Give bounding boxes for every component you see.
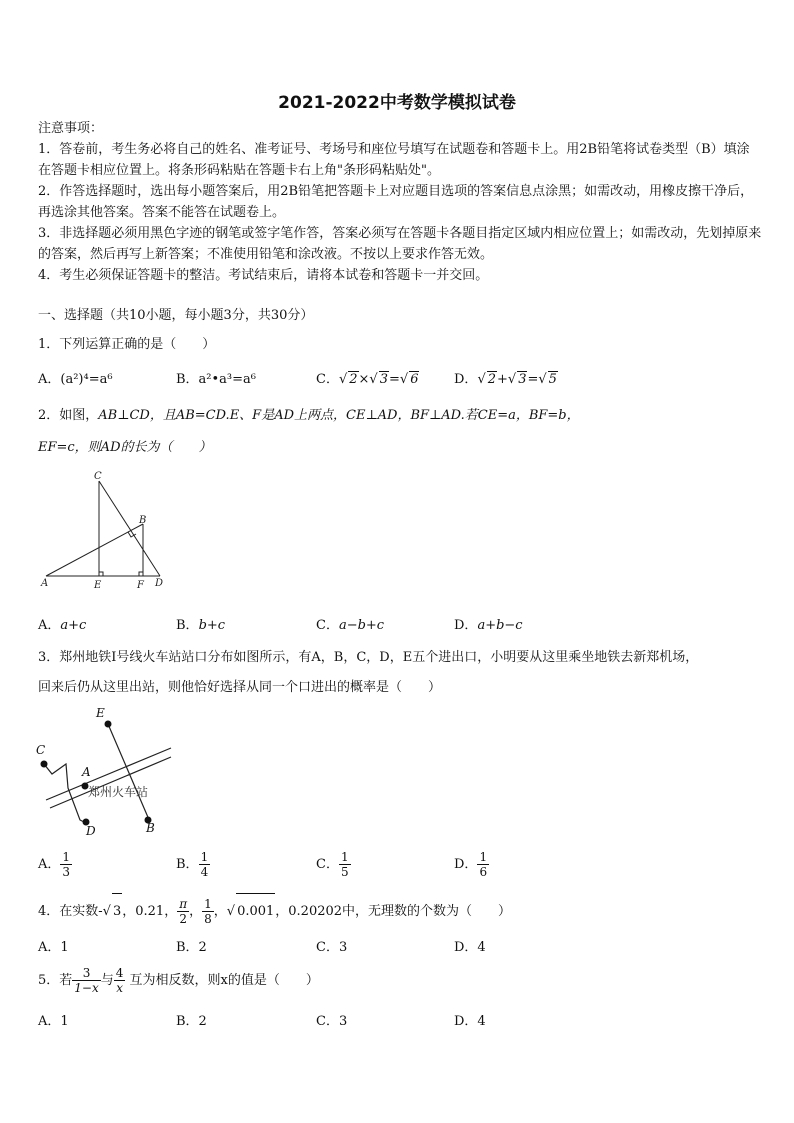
q3-options [38, 850, 762, 886]
notice-item-1: 1．答卷前，考生务必将自己的姓名、准考证号、考场号和座位号填写在试题卷和答题卡上。用2B铅笔将试卷类型（B）填涂在答题卡相应位置上。将条形码粘贴在答题卡右上角"条形码粘贴处"。 [38, 142, 750, 178]
q1-option-c [316, 368, 419, 387]
map-label-e: E [96, 706, 105, 720]
q4-option-c: C．3 [316, 940, 348, 955]
q4-sqrt3-radicand: 3 [112, 893, 122, 930]
q5-option-a: A．1 [38, 1014, 69, 1029]
q5-option-d: D．4 [454, 1014, 486, 1029]
q3-station-map [36, 704, 176, 839]
q3-option-c-frac [339, 850, 351, 879]
q4-options [38, 936, 762, 960]
q3-b-num: 1 [200, 850, 209, 864]
fig-right-angle-e [99, 572, 103, 576]
q3-a-num: 1 [62, 850, 71, 864]
page-title: 2021-2022中考数学模拟试卷 [278, 93, 516, 113]
map-label-d: D [86, 824, 96, 838]
q3-option-a-label: A． [38, 857, 61, 872]
q5-frac-2-num: 4 [115, 966, 124, 980]
q4-sqrt-0001-radicand: 0.001 [236, 893, 275, 930]
q2-option-d [454, 614, 523, 633]
q4-frac-eighth-num: 1 [204, 897, 212, 911]
q4-comma-2: ， [213, 904, 227, 919]
q1-option-b: B．a²•a³=a⁶ [176, 372, 256, 387]
q2-option-b-label: B． [176, 618, 199, 633]
q4-frac-eighth [202, 897, 214, 926]
fig-label-d: D [155, 578, 164, 589]
q2-options [38, 614, 762, 638]
q2-option-c-expr: a−b+c [338, 618, 385, 633]
q1-option-d [454, 368, 558, 387]
q3-option-d-label: D． [454, 857, 478, 872]
q4-frac-pi-num: π [179, 897, 188, 911]
q5-frac-1 [72, 966, 100, 995]
q5-pre: 5．若 [38, 973, 73, 988]
fig-label-f: F [137, 580, 144, 591]
q2-option-b [176, 614, 225, 633]
q3-stem-line2: 回来后仍从这里出站，则他恰好选择从同一个口进出的概率是（ ） [38, 680, 442, 695]
q2-option-c-label: C． [316, 618, 339, 633]
q5-post: 互为相反数，则x的值是（ ） [129, 973, 319, 988]
q4-sqrt3: √ 3 [103, 904, 123, 919]
notice-item-2: 2．作答选择题时，选出每小题答案后，用2B铅笔把答题卡上对应题目选项的答案信息点涂黑；如需改动，用橡皮擦干净后，再选涂其他答案。答案不能答在试题卷上。 [38, 184, 754, 220]
map-label-c: C [36, 743, 46, 757]
q2-option-b-expr: b+c [198, 618, 226, 633]
q4-stem [38, 893, 762, 930]
q2-option-c [316, 614, 384, 633]
q4-option-a: A．1 [38, 940, 69, 955]
q5-frac-1-den: 1−x [74, 981, 99, 995]
q2-option-d-label: D． [454, 618, 478, 633]
q4-option-b: B．2 [176, 940, 207, 955]
q4-option-d: D．4 [454, 940, 486, 955]
q3-option-c [316, 850, 351, 879]
q5-option-b: B．2 [176, 1014, 207, 1029]
q2-option-a-expr: a+c [60, 618, 87, 633]
q2-option-d-expr: a+b−c [477, 618, 523, 633]
q1-option-a: A．(a²)⁴=a⁶ [38, 372, 113, 387]
q3-d-num: 1 [479, 850, 488, 864]
q3-option-d [454, 850, 489, 879]
map-point-e [105, 721, 112, 728]
q4-post: ，0.20202中，无理数的个数为（ ） [275, 904, 512, 919]
map-label-b: B [146, 821, 155, 835]
q5-frac-2-den: x [116, 981, 123, 995]
fig-label-c: C [94, 471, 102, 482]
q3-option-a-frac [60, 850, 72, 879]
q5-stem [38, 962, 762, 1000]
q4-frac-pi-den: 2 [179, 912, 187, 926]
fig-right-angle-f [139, 572, 143, 576]
q5-frac-2 [114, 966, 126, 995]
q2-triangle-figure [38, 468, 178, 593]
q4-pre: 4．在实数- [38, 904, 103, 919]
q3-option-c-label: C． [316, 857, 339, 872]
q2-stem-math: AB⊥CD，且AB=CD.E、F是AD上两点，CE⊥AD，BF⊥AD.若CE=a，BF=b， [98, 408, 580, 423]
notice-item-4: 4．考生必须保证答题卡的整洁。考试结束后，请将本试卷和答题卡一并交回。 [38, 268, 489, 283]
q1-option-d-expr: √ 2+√ 3=√ 5 [477, 372, 557, 387]
q2-stem-line2: EF=c，则AD的长为（ ） [38, 440, 212, 455]
q5-options [38, 1010, 762, 1034]
notice-item-3: 3．非选择题必须用黑色字迹的钢笔或签字笔作答，答案必须写在答题卡各题目指定区域内相应位置上；如需改动，先划掉原来的答案，然后再写上新答案；不准使用铅笔和涂改液。不按以上要求作答无效。 [38, 226, 762, 262]
q3-b-den: 4 [200, 865, 209, 879]
q4-comma-1: ， [189, 904, 203, 919]
q2-stem-prefix: 2．如图， [38, 408, 99, 423]
notice-block [38, 118, 762, 286]
fig-line-cd [99, 481, 160, 576]
map-point-c [41, 761, 48, 768]
q3-option-b-frac [199, 850, 211, 879]
q5-option-c: C．3 [316, 1014, 348, 1029]
map-line-eb [108, 724, 150, 822]
q4-sqrt-0001: √ 0.001 [227, 904, 276, 919]
q1-options [38, 368, 762, 392]
q1-option-c-expr: √ 2×√ 3=√ 6 [338, 372, 419, 387]
q4-mid: ，0.21， [122, 904, 178, 919]
section-heading: 一、选择题（共10小题，每小题3分，共30分） [38, 308, 314, 323]
q3-a-den: 3 [62, 865, 71, 879]
q3-c-den: 5 [340, 865, 349, 879]
q3-option-b-label: B． [176, 857, 199, 872]
q4-frac-pi [177, 897, 189, 926]
q1-stem: 1．下列运算正确的是（ ） [38, 337, 216, 352]
q2-stem-line1 [38, 404, 762, 423]
q3-c-num: 1 [340, 850, 349, 864]
q1-option-c-label: C． [316, 372, 339, 387]
q3-option-a [38, 850, 72, 879]
q2-option-a-label: A． [38, 618, 61, 633]
q5-mid: 与 [100, 973, 114, 988]
map-road-lower [50, 757, 171, 808]
q3-d-den: 6 [479, 865, 488, 879]
q3-option-d-frac [477, 850, 489, 879]
q5-frac-1-num: 3 [72, 966, 100, 981]
q3-option-b [176, 850, 210, 879]
fig-label-e: E [94, 580, 102, 591]
q2-option-a [38, 614, 86, 633]
notice-heading: 注意事项： [38, 121, 104, 136]
map-label-a: A [82, 765, 91, 779]
map-station-label: 郑州火车站 [88, 785, 149, 799]
q1-option-d-label: D． [454, 372, 478, 387]
q4-frac-eighth-den: 8 [204, 912, 212, 926]
q3-stem-line1: 3．郑州地铁Ⅰ号线火车站站口分布如图所示，有A，B，C，D，E五个进出口，小明要从这里乘坐地铁去新郑机场， [38, 650, 699, 665]
fig-label-b: B [139, 515, 147, 526]
fig-label-a: A [41, 578, 49, 589]
